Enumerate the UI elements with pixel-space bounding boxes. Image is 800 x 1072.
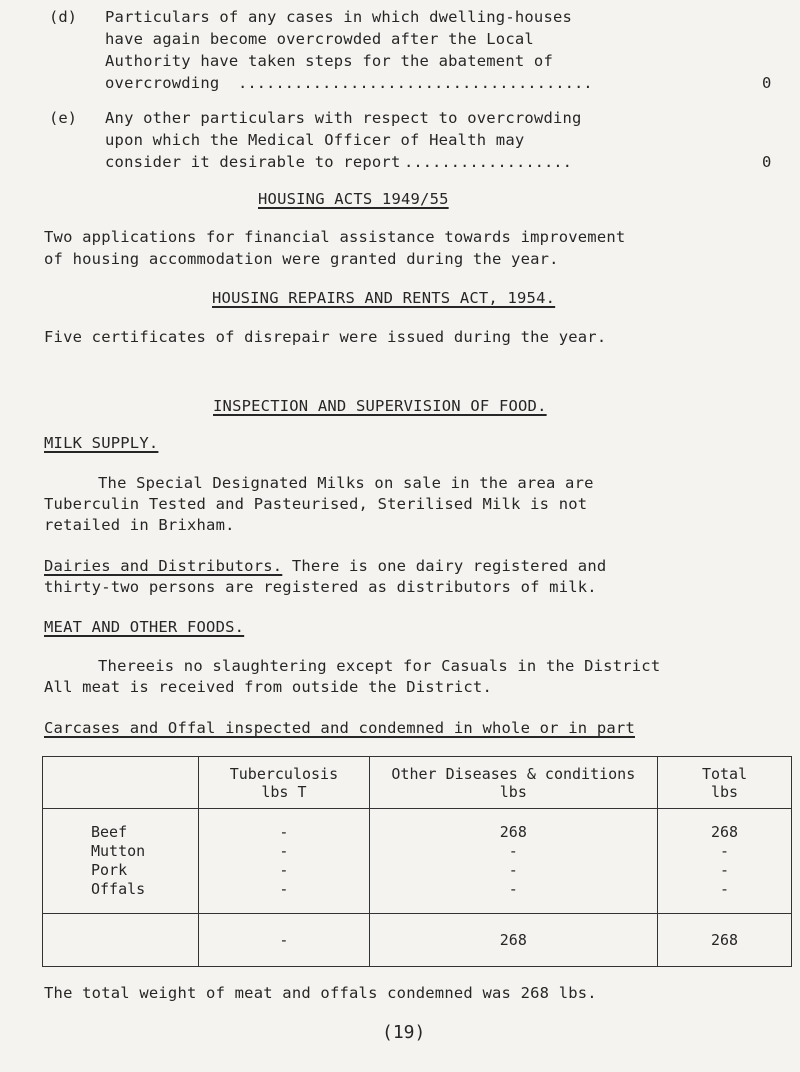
row-name-mutton: Mutton [91,842,146,860]
total-tb: - [199,914,369,967]
column-unit: lbs [710,782,739,801]
meat-heading: MEAT AND OTHER FOODS. [44,618,245,636]
table-tb-values [199,809,369,914]
leader-dots: .................. [404,153,572,171]
item-e-line-1: Any other particulars with respect to overcrowding [105,109,582,127]
table-header-total [658,757,792,809]
item-e-line-2: upon which the Medical Officer of Health may [105,131,525,149]
cell-beef-total: 268 [710,823,739,841]
item-d-line-3: Authority have taken steps for the abatement of [105,52,553,70]
cell-mutton-other: - [508,842,518,860]
item-d-letter: (d) [49,8,77,26]
dairies-label: Dairies and Distributors. [44,557,283,575]
closing-sentence: The total weight of meat and offals condemned was 268 lbs. [44,984,597,1002]
repairs-rents-heading: HOUSING REPAIRS AND RENTS ACT, 1954. [212,289,556,307]
total-total: 268 [658,914,792,967]
dairies-text: There is one dairy registered and [282,557,607,575]
table-header-empty [43,757,199,809]
milk-text-1: The Special Designated Milks on sale in the area are [98,474,594,492]
carcases-heading: Carcases and Offal inspected and condemned in whole or in part [44,719,635,737]
cell-mutton-tb: - [279,842,289,860]
table-header-tuberculosis [199,757,369,809]
dairies-text-2: thirty-two persons are registered as distributors of milk. [44,578,597,596]
meat-text-1: Thereeis no slaughtering except for Casuals in the District [98,657,661,675]
milk-text-2: Tuberculin Tested and Pasteurised, Sterilised Milk is not [44,495,588,513]
cell-pork-total: - [720,861,730,879]
cell-mutton-total: - [720,842,730,860]
row-name-beef: Beef [91,823,128,841]
table-header-other [369,757,658,809]
totals-label-cell [43,914,199,967]
milk-supply-heading: MILK SUPPLY. [44,434,159,452]
table-total-values [658,809,792,914]
housing-acts-text-1: Two applications for financial assistance towards improvement [44,228,626,246]
item-e-letter: (e) [49,109,77,127]
cell-beef-other: 268 [499,823,527,841]
table-other-values [369,809,658,914]
item-e-line-3: consider it desirable to report [105,153,401,171]
item-d-value: 0 [762,74,772,92]
table-totals-row [43,914,792,967]
column-label: Other Diseases & conditions [391,764,636,783]
repairs-rents-text: Five certificates of disrepair were issued during the year. [44,328,607,346]
table-header-row [43,757,792,809]
item-e-value: 0 [762,153,772,171]
table-body-row [43,809,792,914]
carcases-table [42,756,792,967]
table-row-names [43,809,199,914]
housing-acts-text-2: of housing accommodation were granted during the year. [44,250,559,268]
column-unit: lbs T [261,782,307,801]
column-unit: lbs [499,782,527,801]
page-number: (19) [382,1022,426,1043]
cell-offals-total: - [720,880,730,898]
total-other: 268 [369,914,658,967]
item-d-line-1: Particulars of any cases in which dwelling-houses [105,8,573,26]
cell-offals-other: - [508,880,518,898]
cell-pork-tb: - [279,861,289,879]
food-heading: INSPECTION AND SUPERVISION OF FOOD. [213,397,547,415]
cell-pork-other: - [508,861,518,879]
milk-text-3: retailed in Brixham. [44,516,235,534]
row-name-offals: Offals [91,880,146,898]
cell-offals-tb: - [279,880,289,898]
leader-dots: ...................................... [238,74,593,92]
housing-acts-heading: HOUSING ACTS 1949/55 [258,190,449,208]
meat-text-2: All meat is received from outside the District. [44,678,492,696]
column-label: Tuberculosis [229,764,339,783]
row-name-pork: Pork [91,861,128,879]
column-label: Total [701,764,748,783]
item-d-line-2: have again become overcrowded after the Local [105,30,534,48]
cell-beef-tb: - [279,823,289,841]
dairies-paragraph-line-1 [44,557,606,576]
item-d-line-4: overcrowding [105,74,220,92]
